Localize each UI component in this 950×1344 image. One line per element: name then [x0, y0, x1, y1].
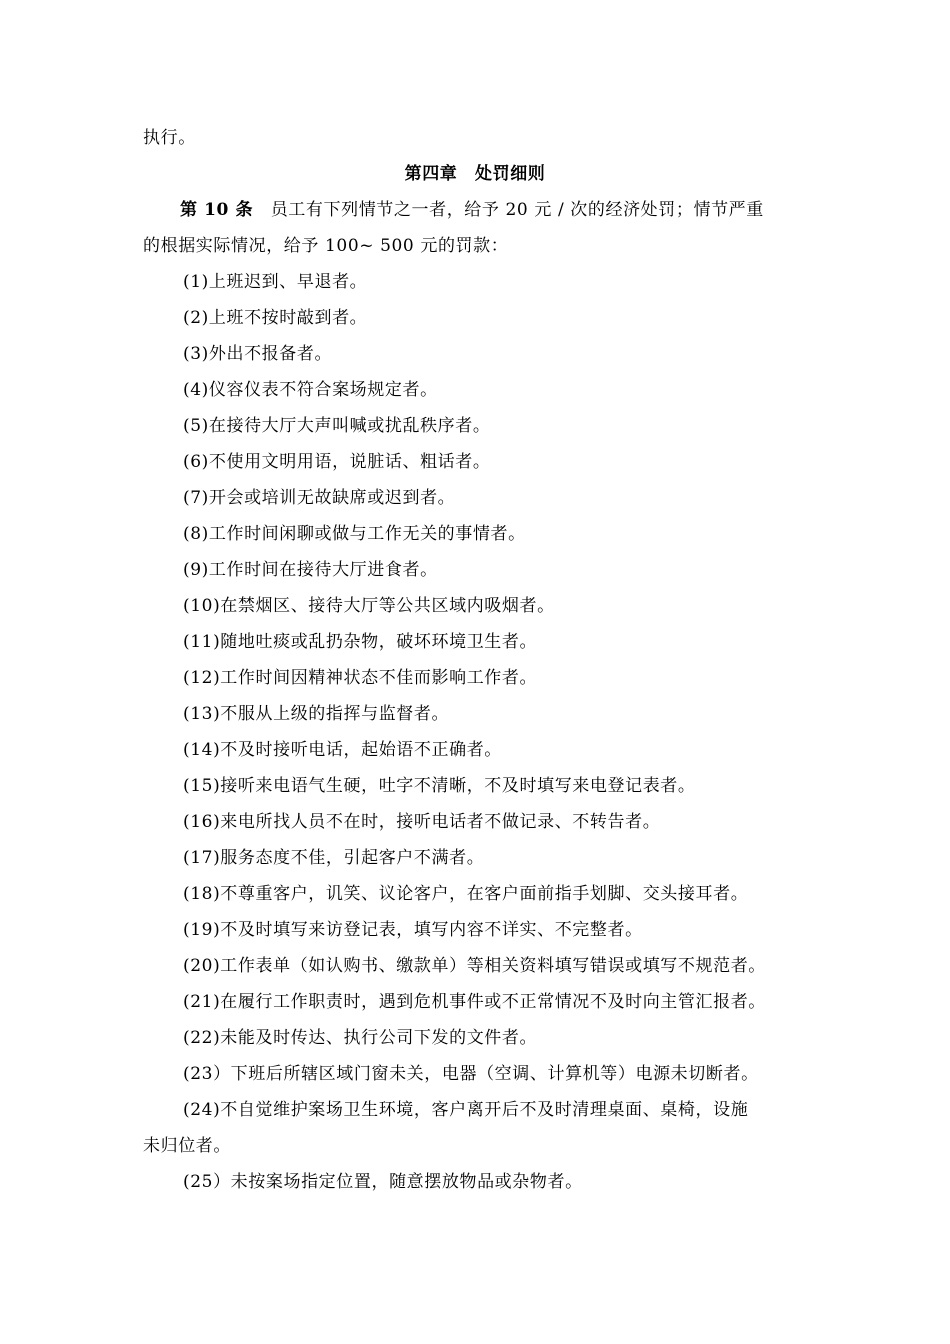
- list-item: (24)不自觉维护案场卫生环境，客户离开后不及时清理桌面、桌椅，设施: [183, 1100, 749, 1120]
- article-label: 第 10 条: [180, 200, 254, 220]
- list-item: (3)外出不报备者。: [183, 344, 333, 364]
- list-item: (18)不尊重客户，讥笑、议论客户，在客户面前指手划脚、交头接耳者。: [183, 884, 749, 904]
- list-item: (11)随地吐痰或乱扔杂物，破坏环境卫生者。: [183, 632, 538, 652]
- list-item: (10)在禁烟区、接待大厅等公共区域内吸烟者。: [183, 596, 555, 616]
- article-text-line-1: 员工有下列情节之一者，给予 20 元 / 次的经济处罚；情节严重: [253, 200, 764, 220]
- list-item: (5)在接待大厅大声叫喊或扰乱秩序者。: [183, 416, 491, 436]
- list-item-continuation: 未归位者。: [143, 1136, 231, 1156]
- list-item: (16)来电所找人员不在时，接听电话者不做记录、不转告者。: [183, 812, 661, 832]
- list-item: (7)开会或培训无故缺席或迟到者。: [183, 488, 456, 508]
- list-item: (1)上班迟到、早退者。: [183, 272, 368, 292]
- list-item: (13)不服从上级的指挥与监督者。: [183, 704, 450, 724]
- list-item: (21)在履行工作职责时，遇到危机事件或不正常情况不及时向主管汇报者。: [183, 992, 766, 1012]
- article-line-1: [180, 199, 764, 221]
- list-item: (4)仪容仪表不符合案场规定者。: [183, 380, 438, 400]
- list-item: (19)不及时填写来访登记表，填写内容不详实、不完整者。: [183, 920, 643, 940]
- list-item: (22)未能及时传达、执行公司下发的文件者。: [183, 1028, 538, 1048]
- carry-over-text: 执行。: [143, 128, 196, 148]
- list-item: (25）未按案场指定位置，随意摆放物品或杂物者。: [183, 1172, 583, 1192]
- list-item: (8)工作时间闲聊或做与工作无关的事情者。: [183, 524, 526, 544]
- list-item: (20)工作表单（如认购书、缴款单）等相关资料填写错误或填写不规范者。: [183, 956, 766, 976]
- list-item: (6)不使用文明用语，说脏话、粗话者。: [183, 452, 491, 472]
- list-item: (2)上班不按时敲到者。: [183, 308, 368, 328]
- list-item: (12)工作时间因精神状态不佳而影响工作者。: [183, 668, 538, 688]
- list-item: (23）下班后所辖区域门窗未关，电器（空调、计算机等）电源未切断者。: [183, 1064, 759, 1084]
- list-item: (17)服务态度不佳，引起客户不满者。: [183, 848, 485, 868]
- list-item: (14)不及时接听电话，起始语不正确者。: [183, 740, 502, 760]
- list-item: (9)工作时间在接待大厅进食者。: [183, 560, 438, 580]
- chapter-title: 第四章 处罚细则: [404, 164, 546, 184]
- article-text-line-2: 的根据实际情况，给予 100~ 500 元的罚款：: [143, 236, 509, 256]
- list-item: (15)接听来电语气生硬，吐字不清晰，不及时填写来电登记表者。: [183, 776, 696, 796]
